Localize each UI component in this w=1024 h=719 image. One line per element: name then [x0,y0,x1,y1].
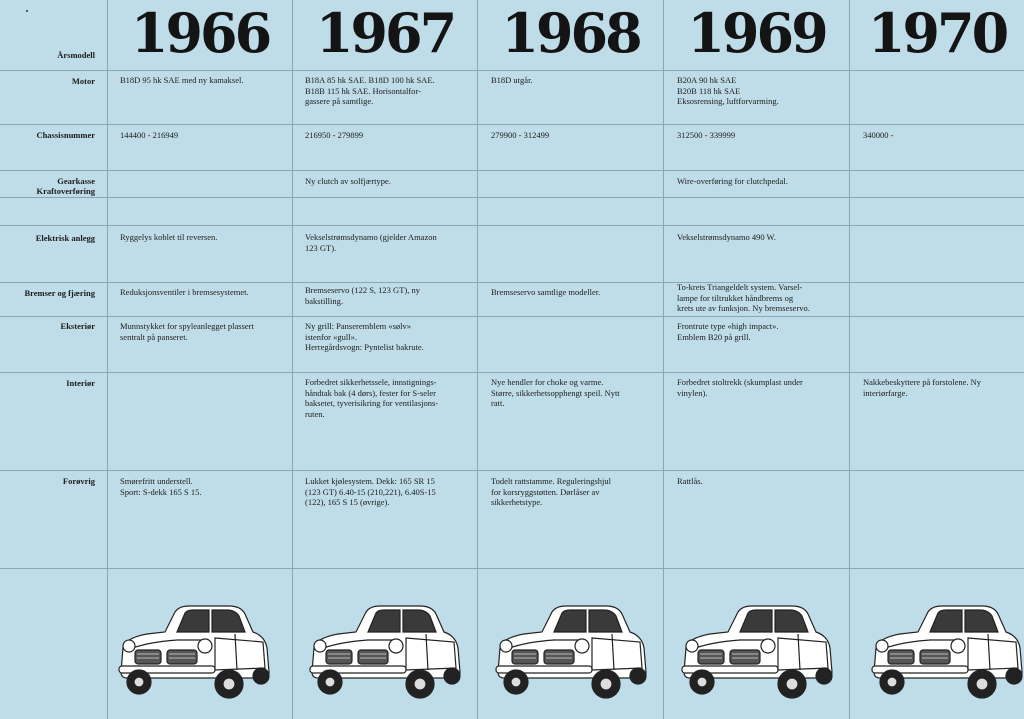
table-cell: Wire-overføring for clutchpedal. [677,176,788,186]
table-cell: B18D 95 hk SAE med ny kamaksel. [120,75,244,85]
table-cell: B20A 90 hk SAE B20B 118 hk SAE Eksosrensing, luftforvarming. [677,75,779,106]
year-heading: 1968 [501,1,640,65]
table-cell: 216950 - 279899 [305,130,364,140]
table-cell: Nye hendler for choke og varme. Større, sikkerhetsopphengt speil. Nytt ratt. [491,377,620,408]
row-label-motor: Motor [71,76,95,86]
table-cell: B18A 85 hk SAE. B18D 100 hk SAE. B18B 115 hk SAE. Horisontalfor- gassere på samtlige. [305,75,435,106]
grid-line [0,197,1024,198]
row-label-chassis: Chassisnummer [36,130,95,140]
grid-line [0,316,1024,317]
table-cell: Forbedret sikkerhetssele, innstignings- håndtak bak (4 dørs), fester for S-seler baksetet, tyverisikring for ventilasjons- ruten. [305,377,439,419]
grid-line [0,225,1024,226]
table-cell: Smørefritt understell. Sport: S-dekk 165 S 15. [120,476,202,497]
table-cell: 279900 - 312499 [491,130,550,140]
table-cell: 312500 - 339999 [677,130,736,140]
year-heading: 1966 [130,1,270,65]
table-cell: Frontrute type «high impact». Emblem B20 på grill. [677,321,779,342]
grid-line [107,0,108,719]
table-cell: B18D utgår. [491,75,533,85]
table-cell: Bremseservo samtlige modeller. [491,287,601,297]
table-cell: Rattlås. [677,476,703,486]
table-cell: Ryggelys koblet til reversen. [120,232,218,242]
grid-line [0,70,1024,71]
year-heading: 1970 [867,1,1007,65]
car-illustration [117,598,271,706]
row-label-interior: Interiør [66,378,95,388]
table-cell: Vekselstrømsdynamo 490 W. [677,232,776,242]
table-cell: Lukket kjølesystem. Dekk: 165 SR 15 (123 GT) 6.40-15 (210,221), 6.40S-15 (122), 165 S 15 (øvrige). [305,476,436,507]
row-label-gearbox: Gearkasse Kraftoverføring [36,176,95,196]
table-cell: 340000 - [863,130,894,140]
car-illustration [308,598,462,706]
row-label-brakes: Bremser og fjæring [24,288,95,298]
grid-line [0,170,1024,171]
year-heading: 1967 [315,1,455,65]
car-illustration [494,598,648,706]
year-heading: 1969 [687,1,826,65]
table-cell: Munnstykket for spyleanlegget plassert sentralt på panseret. [120,321,254,342]
grid-line [663,0,664,719]
grid-line [0,124,1024,125]
table-cell: Ny grill: Panseremblem «sølv» istenfor «gull». Herregårdsvogn: Pyntelist bakrute. [305,321,424,352]
table-cell: Bremseservo (122 S, 123 GT), ny bakstilling. [305,285,420,306]
table-cell: Reduksjonsventiler i bremsesystemet. [120,287,249,297]
table-cell: Forbedret stoltrekk (skumplast under vinylen). [677,377,803,398]
grid-line [0,568,1024,569]
grid-line [849,0,850,719]
grid-line [0,372,1024,373]
table-cell: Ny clutch av solfjærtype. [305,176,391,186]
corner-dot [26,10,28,12]
model-year-label: Årsmodell [57,50,95,60]
grid-line [0,282,1024,283]
table-cell: Nakkebeskyttere på forstolene. Ny interiørfarge. [863,377,982,398]
table-cell: To-krets Triangeldelt system. Varsel- lampe for tiltrukket håndbrems og krets ute av funksjon. Ny bremseservo. [677,282,810,313]
car-illustration [680,598,834,706]
table-cell: Vekselstrømsdynamo (gjelder Amazon 123 GT). [305,232,437,253]
row-label-other: Forøvrig [62,476,95,486]
car-illustration [870,598,1024,706]
row-label-exterior: Eksteriør [60,321,95,331]
table-cell: Todelt rattstamme. Reguleringshjul for korsryggstøtten. Dørlåser av sikkerhetstype. [491,476,612,507]
grid-line [0,470,1024,471]
grid-line [477,0,478,719]
table-cell: 144400 - 216949 [120,130,179,140]
grid-line [292,0,293,719]
row-label-electrical: Elektrisk anlegg [35,233,95,243]
